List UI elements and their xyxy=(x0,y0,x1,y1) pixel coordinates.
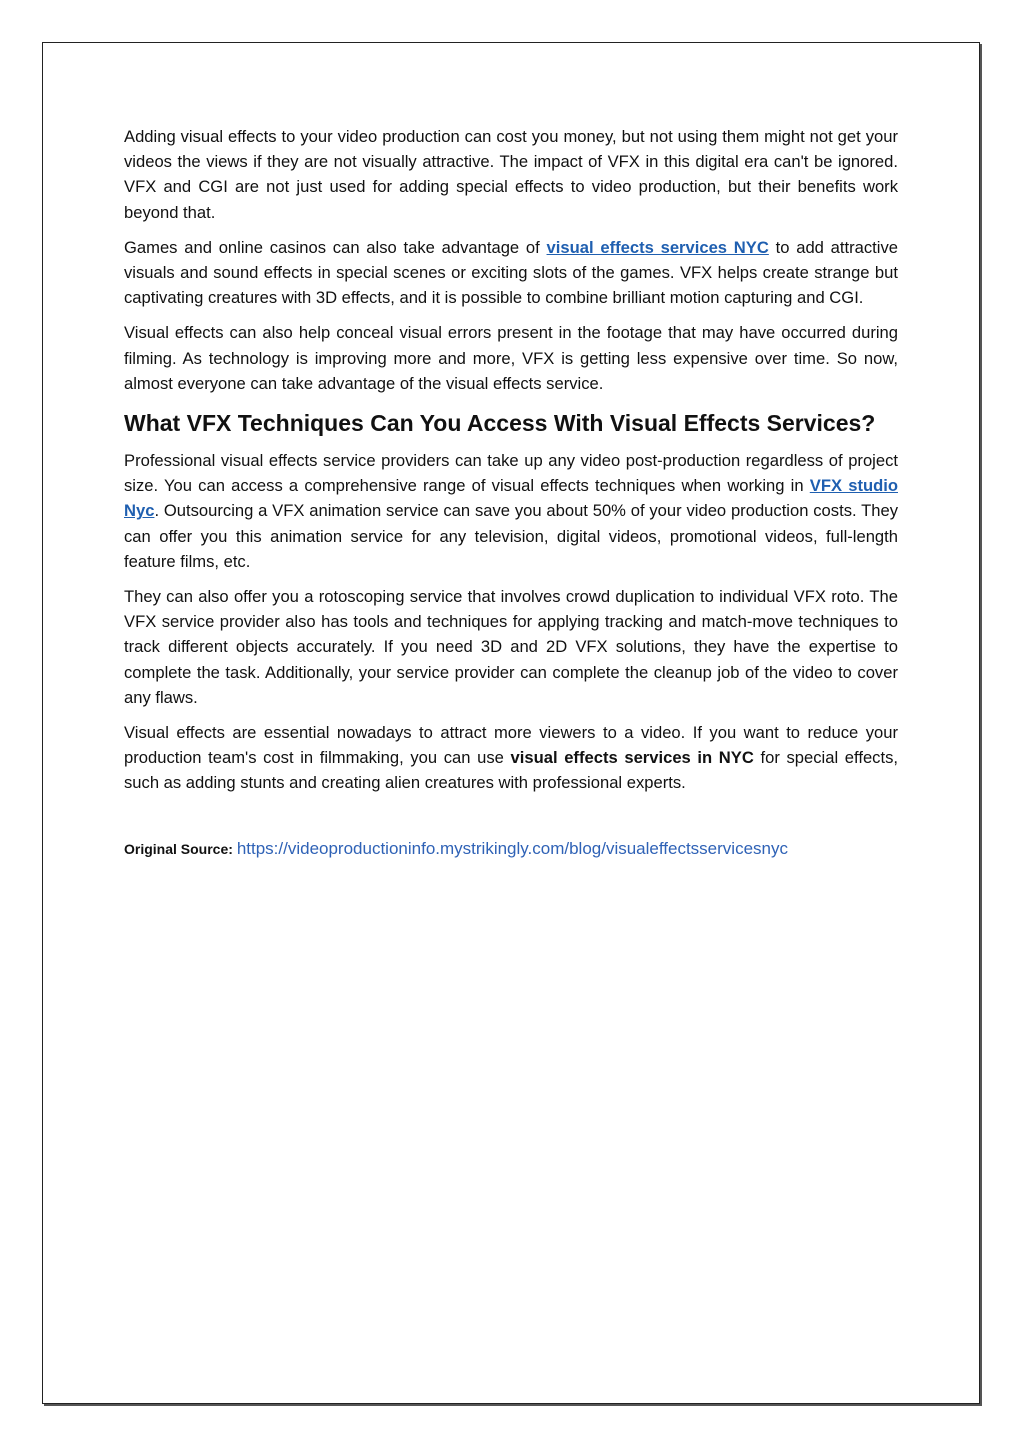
paragraph-errors-text: Visual effects can also help conceal visual errors present in the footage that may have occurred during filming. As technology is improving more and more, VFX is getting less expensive over time. So now, almost everyone can take advantage of the visual effects service. xyxy=(124,323,898,393)
paragraph-intro xyxy=(124,124,898,225)
paragraph-rotoscoping-text: They can also offer you a rotoscoping service that involves crowd duplication to individual VFX roto. The VFX service provider also has tools and techniques for applying tracking and match-move techniques to track different objects accurately. If you need 3D and 2D VFX solutions, they have the expertise to complete the task. Additionally, your service provider can complete the cleanup job of the video to cover any flaws. xyxy=(124,587,898,707)
paragraph-conclusion-text-after: for special effects, such as adding stunts and creating alien creatures with professional experts. xyxy=(124,748,899,793)
paragraph-games xyxy=(124,235,898,311)
paragraph-games-text-before: Games and online casinos can also take advantage of xyxy=(124,237,547,257)
paragraph-errors xyxy=(124,320,898,396)
paragraph-conclusion-text-before: Visual effects are essential nowadays to attract more viewers to a video. If you want to reduce your production team's cost in filmmaking, you can use xyxy=(124,723,898,768)
visual-effects-services-in-nyc-bold: visual effects services in NYC xyxy=(510,748,754,768)
paragraph-intro-text: Adding visual effects to your video production can cost you money, but not using them might not get your videos the views if they are not visually attractive. The impact of VFX in this digital era can't be ignored. VFX and CGI are not just used for adding special effects to video production, but their benefits work beyond that. xyxy=(124,127,898,222)
paragraph-conclusion xyxy=(124,720,898,796)
visual-effects-services-nyc-link[interactable]: visual effects services NYC xyxy=(546,237,769,257)
paragraph-rotoscoping xyxy=(124,584,898,710)
original-source-label: Original Source: xyxy=(124,840,237,857)
original-source-link[interactable]: https://videoproductioninfo.mystrikingly.com/blog/visualeffectsservicesnyc xyxy=(236,838,788,858)
original-source xyxy=(124,838,898,860)
paragraph-professional-text-before: Professional visual effects service providers can take up any video post-production regardless of project size. You can access a comprehensive range of visual effects techniques when working in xyxy=(124,451,898,496)
vfx-studio-nyc-link[interactable]: VFX studio Nyc xyxy=(124,476,898,521)
document-body xyxy=(124,124,898,860)
paragraph-games-text-after: to add attractive visuals and sound effects in special scenes or exciting slots of the games. VFX helps create strange but captivating creatures with 3D effects, and it is possible to combine brilliant motion capturing and CGI. xyxy=(124,237,898,308)
paragraph-professional xyxy=(124,448,898,574)
paragraph-professional-text-after: . Outsourcing a VFX animation service can save you about 50% of your video production costs. They can offer you this animation service for any television, digital videos, promotional videos, full-length feature films, etc. xyxy=(124,501,898,571)
section-heading: What VFX Techniques Can You Access With Visual Effects Services? xyxy=(124,410,876,437)
